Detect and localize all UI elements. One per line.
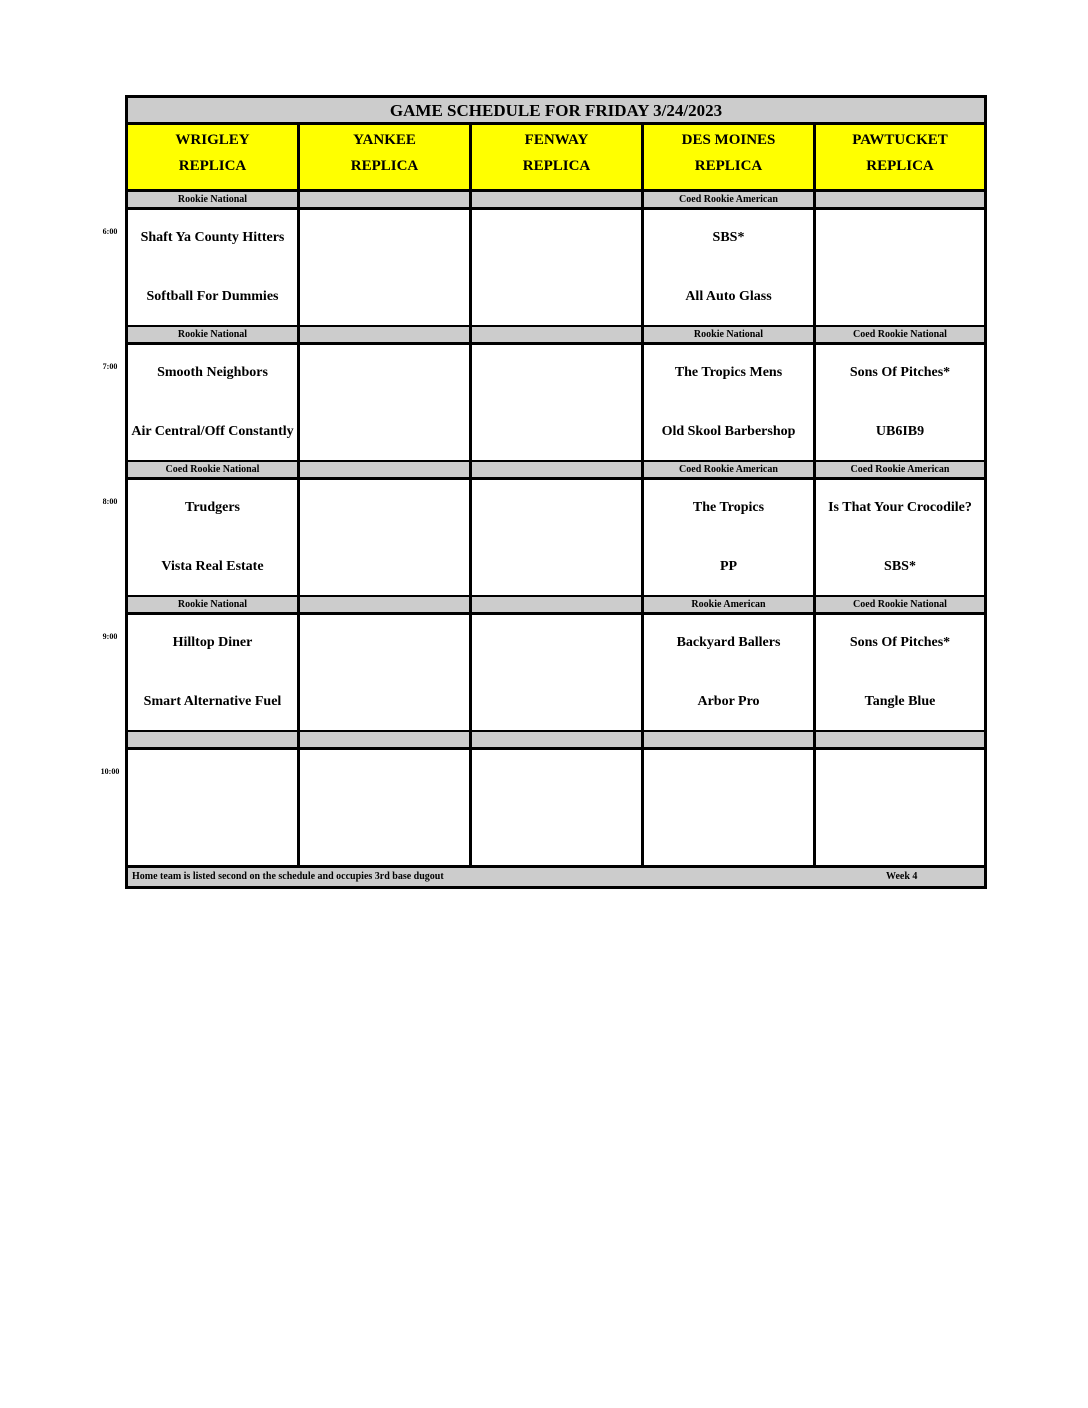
- game-cell: [472, 345, 644, 460]
- division-label: [300, 462, 472, 477]
- division-label: [300, 732, 472, 747]
- game-cell: [472, 210, 644, 325]
- game-cell: [644, 210, 816, 325]
- home-team: Arbor Pro: [697, 694, 760, 709]
- away-team: The Tropics Mens: [674, 365, 783, 380]
- time-label: 9:00: [102, 632, 118, 641]
- game-cell: [644, 480, 816, 595]
- game-cell: [300, 345, 472, 460]
- away-team: Shaft Ya County Hitters: [140, 230, 285, 245]
- division-label: Rookie National: [128, 192, 300, 207]
- game-cell: [128, 750, 300, 865]
- schedule-table: [125, 95, 987, 889]
- time-label: 6:00: [102, 227, 118, 236]
- home-team: UB6IB9: [875, 424, 925, 439]
- field-name: FENWAY: [524, 132, 589, 148]
- division-label: Coed Rookie American: [644, 462, 816, 477]
- game-cell: [300, 480, 472, 595]
- field-subtitle: REPLICA: [694, 158, 763, 174]
- field-header: [644, 125, 816, 189]
- time-label: 10:00: [100, 767, 120, 776]
- away-team: Trudgers: [185, 500, 240, 515]
- division-label: Rookie American: [644, 597, 816, 612]
- field-name: WRIGLEY: [175, 132, 250, 148]
- division-label: [300, 597, 472, 612]
- field-subtitle: REPLICA: [522, 158, 591, 174]
- game-cell: [472, 480, 644, 595]
- division-label: [472, 732, 644, 747]
- time-label: 7:00: [102, 362, 118, 371]
- game-cell: [816, 750, 984, 865]
- game-cell: [472, 750, 644, 865]
- field-header: [128, 125, 300, 189]
- field-subtitle: REPLICA: [866, 158, 934, 174]
- field-header: [472, 125, 644, 189]
- game-cell: [128, 480, 300, 595]
- division-label: Rookie National: [128, 327, 300, 342]
- header-divider: [128, 189, 984, 192]
- home-team: Vista Real Estate: [161, 559, 264, 574]
- division-label: Rookie National: [644, 327, 816, 342]
- division-label: Coed Rookie National: [128, 462, 300, 477]
- division-label: Coed Rookie National: [816, 327, 984, 342]
- game-cell: [300, 750, 472, 865]
- away-team: Smooth Neighbors: [157, 365, 268, 380]
- division-label: Coed Rookie National: [816, 597, 984, 612]
- footer-note: Home team is listed second on the schedule and occupies 3rd base dugout: [132, 871, 444, 882]
- home-team: Smart Alternative Fuel: [143, 694, 282, 709]
- game-cell: [644, 750, 816, 865]
- game-cell: [816, 615, 984, 730]
- division-label: [300, 192, 472, 207]
- field-header: [816, 125, 984, 189]
- field-name: YANKEE: [353, 132, 416, 148]
- home-team: All Auto Glass: [685, 289, 772, 304]
- division-label: [644, 732, 816, 747]
- away-team: Sons Of Pitches*: [849, 365, 951, 380]
- away-team: SBS*: [712, 230, 745, 245]
- away-team: Backyard Ballers: [676, 635, 781, 650]
- home-team: SBS*: [884, 559, 916, 574]
- schedule-title: GAME SCHEDULE FOR FRIDAY 3/24/2023: [128, 98, 984, 125]
- division-label: [300, 327, 472, 342]
- division-label: Rookie National: [128, 597, 300, 612]
- game-cell: [300, 615, 472, 730]
- schedule-footer: [128, 865, 984, 886]
- division-label: [816, 732, 984, 747]
- time-label: 8:00: [102, 497, 118, 506]
- field-header: [300, 125, 472, 189]
- home-team: Air Central/Off Constantly: [131, 424, 294, 439]
- field-name: PAWTUCKET: [852, 132, 948, 148]
- game-cell: [472, 615, 644, 730]
- away-team: Is That Your Crocodile?: [828, 500, 972, 515]
- field-subtitle: REPLICA: [178, 158, 247, 174]
- division-label: [472, 327, 644, 342]
- game-cell: [644, 615, 816, 730]
- division-label: [472, 462, 644, 477]
- division-label: Coed Rookie American: [816, 462, 984, 477]
- home-team: PP: [719, 559, 738, 574]
- field-name: DES MOINES: [681, 132, 776, 148]
- game-cell: [644, 345, 816, 460]
- division-label: [816, 192, 984, 207]
- game-cell: [128, 615, 300, 730]
- away-team: Sons Of Pitches*: [849, 635, 951, 650]
- game-cell: [128, 345, 300, 460]
- home-team: Tangle Blue: [864, 694, 936, 709]
- field-subtitle: REPLICA: [350, 158, 419, 174]
- away-team: The Tropics: [692, 500, 765, 515]
- home-team: Softball For Dummies: [146, 289, 279, 304]
- game-cell: [816, 345, 984, 460]
- game-cell: [300, 210, 472, 325]
- division-label: [472, 597, 644, 612]
- division-label: Coed Rookie American: [644, 192, 816, 207]
- home-team: Old Skool Barbershop: [661, 424, 796, 439]
- footer-week: Week 4: [886, 871, 918, 882]
- game-cell: [128, 210, 300, 325]
- game-cell: [816, 480, 984, 595]
- game-cell: [816, 210, 984, 325]
- away-team: Hilltop Diner: [172, 635, 253, 650]
- division-label: [472, 192, 644, 207]
- division-label: [128, 732, 300, 747]
